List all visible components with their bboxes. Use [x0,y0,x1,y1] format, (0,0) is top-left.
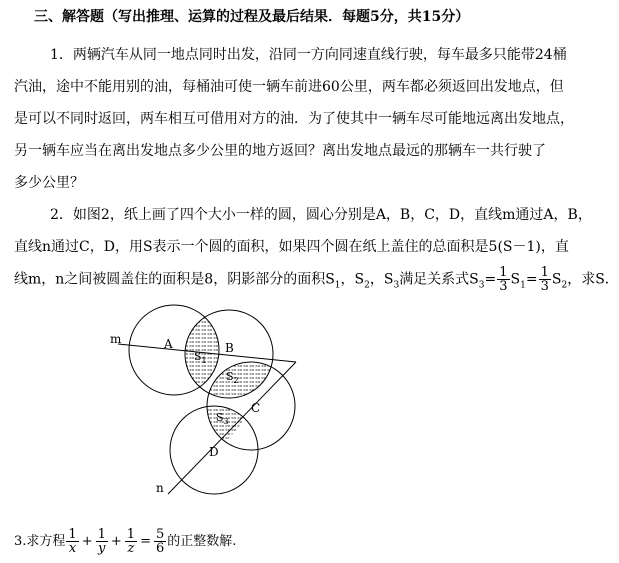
fraction-denominator: 3 [499,279,508,294]
label-s1: $S_1$ [194,350,207,365]
q2-text-b: ，S [340,271,365,288]
q3-suffix: 的正整数解. [167,534,237,549]
q2-text-h: S [551,271,562,288]
q2-fraction-1 [497,266,509,293]
fraction-5-over-6 [154,528,166,555]
question-3 [14,528,236,555]
fraction-numerator: 1 [499,265,508,280]
q2-text-d: 满足关系式S [399,271,479,288]
q1-line-5: 多少公里？ [14,175,84,191]
q2-sub-3b: 3 [478,280,485,291]
fraction-1-over-x [66,528,78,555]
label-b: B [225,341,234,355]
q2-sub-2b: 2 [561,280,568,291]
q2-text-e: = [484,271,497,288]
figure-2-diagram [96,300,336,500]
q2-line-3 [14,266,619,294]
q1-line-4: 另一辆车应当在离出发地点多少公里的地方返回？离出发地点最远的那辆车一共行驶了 [14,143,546,159]
fraction-denominator: y [98,541,106,556]
fraction-1-over-y [96,528,108,555]
equals-sign: = [140,534,151,549]
q2-sub-2: 2 [364,280,370,291]
q2-line-1: 2．如图2，纸上画了四个大小一样的圆，圆心分别是A，B，C，D，直线m通过A，B， [50,207,592,223]
label-d: D [209,445,219,459]
fraction-denominator: 3 [540,279,549,294]
q3-prefix: 3.求方程 [14,534,66,549]
label-c: C [251,401,261,415]
fraction-numerator: 5 [155,527,165,542]
q2-text-c: ，S [369,271,394,288]
q2-line-2: 直线n通过C，D，用S表示一个圆的面积，如果四个圆在纸上盖住的总面积是5(S－1)，直 [14,239,569,255]
fraction-numerator: 1 [68,527,77,542]
plus-sign: + [110,534,122,549]
fraction-1-over-z [125,528,137,555]
q1-line-2: 汽油，途中不能用别的油，每桶油可使一辆车前进60公里，两车都必须返回出发地点，但 [14,79,564,95]
fraction-denominator: 6 [155,541,165,556]
q2-fraction-2 [539,266,551,293]
q2-text-a: 线m，n之间被圆盖住的面积是8，阴影部分的面积S [14,271,335,288]
q1-line-3: 是可以不同时返回，两车相互可借用对方的油．为了使其中一辆车尽可能地远离出发地点， [14,111,574,127]
fraction-numerator: 1 [540,265,549,280]
q2-text-g: = [525,271,538,288]
q2-text-i: ，求S． [567,271,619,288]
label-n: n [156,481,164,495]
q2-sub-3: 3 [393,280,400,291]
q1-line-1: 1．两辆汽车从同一地点同时出发，沿同一方向同速直线行驶，每车最多只能带24桶 [50,47,567,63]
q2-sub-1: 1 [334,280,341,291]
label-s3: $S_3$ [216,411,229,426]
fraction-numerator: 1 [126,527,136,542]
label-m: m [110,332,122,346]
q2-text-f: S [510,271,521,288]
fraction-denominator: z [127,541,135,556]
label-a: A [164,337,173,351]
label-s2: $S_2$ [226,370,239,385]
section-title: 三、解答题（写出推理、运算的过程及最后结果．每题5分，共15分） [34,9,470,25]
fraction-denominator: x [68,541,77,556]
fraction-numerator: 1 [97,527,106,542]
plus-sign: + [81,534,93,549]
q2-sub-1b: 1 [520,280,526,291]
